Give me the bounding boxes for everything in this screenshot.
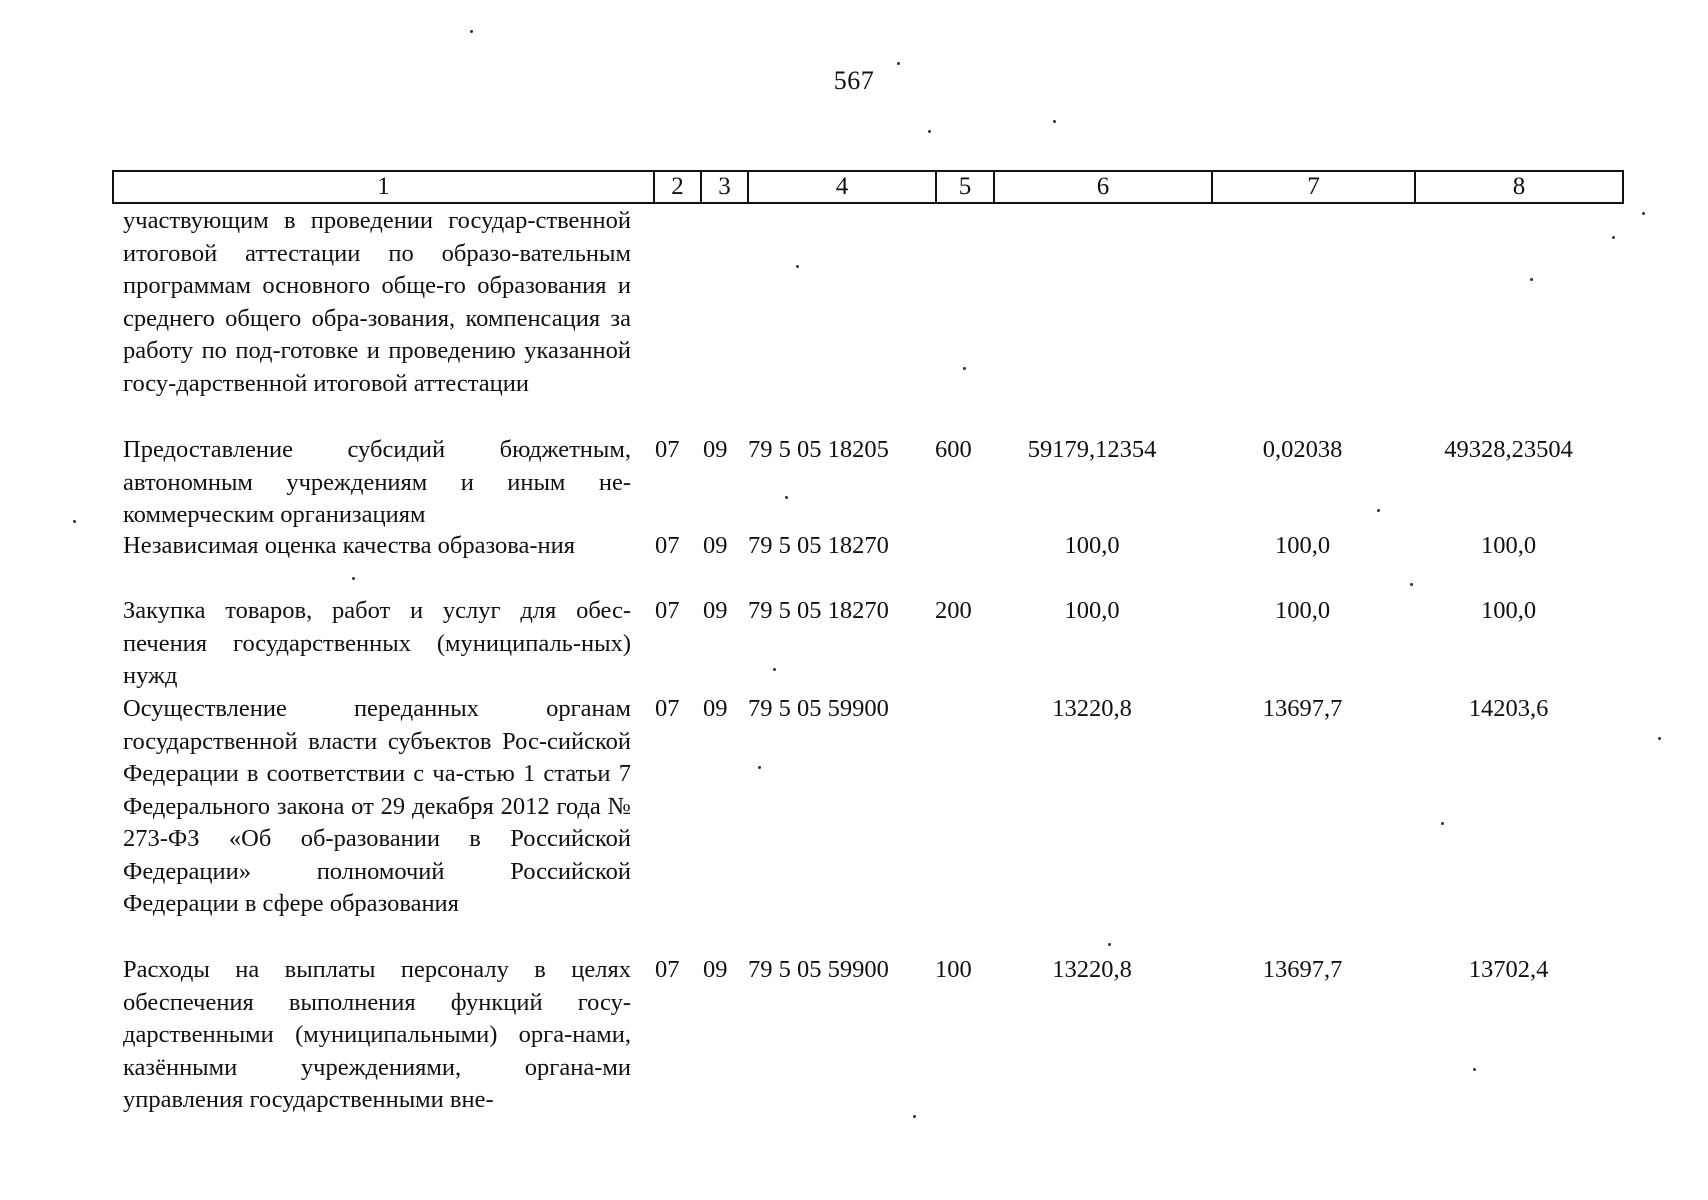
scan-speck xyxy=(73,520,76,523)
row-amount-6: 59179,12354 xyxy=(1027,436,1157,463)
row-target-code: 79 5 05 18270 xyxy=(748,532,889,559)
row-target-code: 79 5 05 59900 xyxy=(748,695,889,722)
row-target-code: 79 5 05 59900 xyxy=(748,956,889,983)
row-description: участвующим в проведении государ-ственной итоговой аттестации по образо-вательным программам основного обще-го образования и среднего общего обра-зования, компенсация за работу по под-готовке и проведению указанной госу-дарственной итоговой аттестации xyxy=(123,207,631,397)
header-col-2: 2 xyxy=(653,172,700,202)
row-amount-6: 13220,8 xyxy=(1052,695,1132,722)
row-amount-6: 100,0 xyxy=(1064,532,1120,559)
row-amount-8: 14203,6 xyxy=(1468,695,1549,722)
table-header xyxy=(112,170,1624,204)
row-amount-7: 100,0 xyxy=(1274,597,1331,624)
row-subsection: 09 xyxy=(703,695,728,722)
row-description: Предоставление субсидий бюджетным, автономным учреждениям и иным не-коммерческим организациям xyxy=(123,436,631,528)
header-col-4: 4 xyxy=(747,172,935,202)
scan-speck xyxy=(785,496,788,499)
scan-speck xyxy=(796,265,799,268)
scan-speck xyxy=(913,1115,916,1118)
scan-speck xyxy=(1441,822,1444,825)
header-col-7: 7 xyxy=(1211,172,1414,202)
row-description: Осуществление переданных органам государственной власти субъектов Рос-сийской Федерации в соответствии с ча-стью 1 статьи 7 Федерального закона от 29 декабря 2012 года № 273-ФЗ «Об об-разовании в Российской Федерации» полномочий Российской Федерации в сфере образования xyxy=(123,695,631,917)
row-subsection: 09 xyxy=(703,956,728,983)
header-col-3: 3 xyxy=(700,172,747,202)
row-expense-type: 100 xyxy=(935,956,972,983)
scan-speck xyxy=(1642,212,1645,215)
row-amount-7: 13697,7 xyxy=(1262,695,1343,722)
scan-speck xyxy=(1377,509,1380,512)
scan-speck xyxy=(1053,120,1056,123)
row-section: 07 xyxy=(655,695,680,722)
scan-speck xyxy=(1108,943,1111,946)
row-subsection: 09 xyxy=(703,436,728,463)
scan-speck xyxy=(1658,737,1661,740)
row-amount-6: 100,0 xyxy=(1064,597,1120,624)
scan-speck xyxy=(1410,583,1413,586)
row-amount-8: 100,0 xyxy=(1480,532,1537,559)
header-col-5: 5 xyxy=(935,172,993,202)
row-amount-8: 100,0 xyxy=(1480,597,1537,624)
row-amount-8: 13702,4 xyxy=(1468,956,1549,983)
row-section: 07 xyxy=(655,436,680,463)
header-col-8: 8 xyxy=(1414,172,1622,202)
row-expense-type: 200 xyxy=(935,597,972,624)
row-section: 07 xyxy=(655,597,680,624)
scan-speck xyxy=(773,668,776,671)
row-section: 07 xyxy=(655,532,680,559)
row-amount-6: 13220,8 xyxy=(1052,956,1132,983)
row-target-code: 79 5 05 18270 xyxy=(748,597,889,624)
scan-speck xyxy=(352,577,355,580)
page-number: 567 xyxy=(833,66,875,95)
header-col-6: 6 xyxy=(993,172,1211,202)
scan-speck xyxy=(1473,1068,1476,1071)
scan-speck xyxy=(758,766,761,769)
row-expense-type: 600 xyxy=(935,436,972,463)
row-subsection: 09 xyxy=(703,532,728,559)
header-col-1: 1 xyxy=(377,173,390,200)
row-subsection: 09 xyxy=(703,597,728,624)
row-amount-7: 0,02038 xyxy=(1262,436,1343,463)
row-target-code: 79 5 05 18205 xyxy=(748,436,889,463)
scan-speck xyxy=(963,367,966,370)
row-amount-8: 49328,23504 xyxy=(1444,436,1573,463)
row-description: Расходы на выплаты персоналу в целях обеспечения выполнения функций госу-дарственными (муниципальными) орга-нами, казёнными учреждениями, органа-ми управления государственными вне- xyxy=(123,956,631,1113)
scan-speck xyxy=(1612,236,1615,239)
scan-speck xyxy=(1530,278,1533,281)
row-amount-7: 100,0 xyxy=(1274,532,1331,559)
row-section: 07 xyxy=(655,956,680,983)
row-description: Независимая оценка качества образова-ния xyxy=(123,532,576,559)
scan-speck xyxy=(897,62,900,65)
scan-speck xyxy=(928,130,931,133)
scan-speck xyxy=(470,30,473,33)
row-amount-7: 13697,7 xyxy=(1262,956,1343,983)
row-description: Закупка товаров, работ и услуг для обес-печения государственных (муниципаль-ных) нужд xyxy=(123,597,631,689)
